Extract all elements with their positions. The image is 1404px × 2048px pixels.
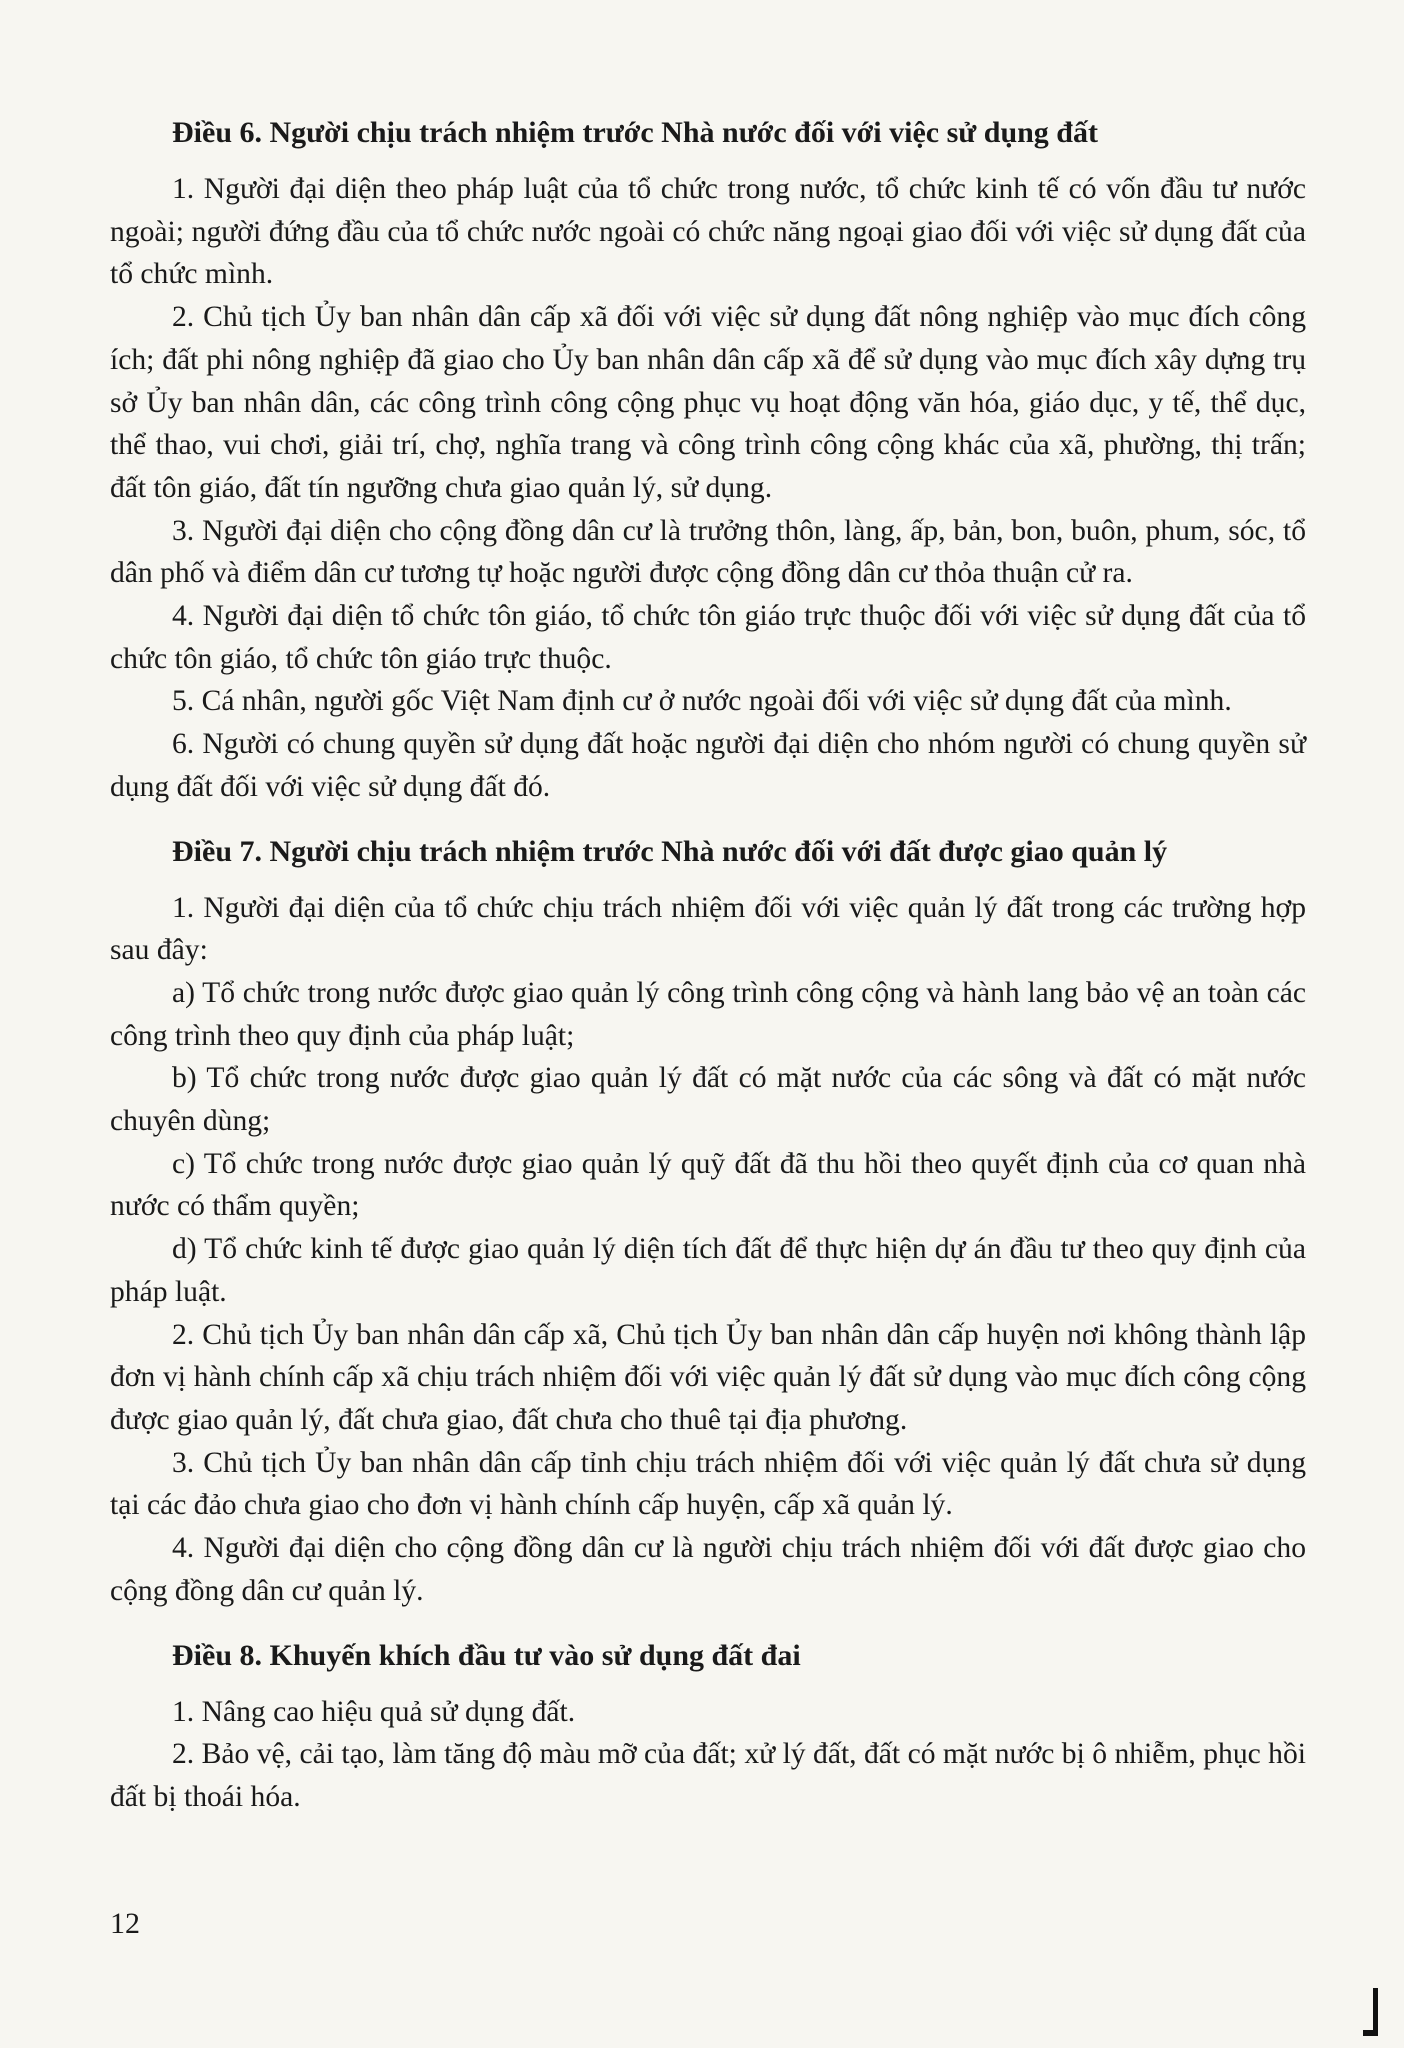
article-7 (110, 831, 1306, 1613)
paragraph: 2. Bảo vệ, cải tạo, làm tăng độ màu mỡ của đất; xử lý đất, đất có mặt nước bị ô nhiễm, phục hồi đất bị thoái hóa. (110, 1738, 1306, 1813)
paragraph: 3. Chủ tịch Ủy ban nhân dân cấp tỉnh chịu trách nhiệm đối với việc quản lý đất chưa sử dụng tại các đảo chưa giao cho đơn vị hành chính cấp huyện, cấp xã quản lý. (110, 1446, 1306, 1522)
paragraph: 4. Người đại diện tổ chức tôn giáo, tổ chức tôn giáo trực thuộc đối với việc sử dụng đất của tổ chức tôn giáo, tổ chức tôn giáo trực thuộc. (110, 600, 1306, 675)
paragraph: b) Tổ chức trong nước được giao quản lý đất có mặt nước của các sông và đất có mặt nước chuyên dùng; (110, 1062, 1306, 1138)
paragraph: 2. Chủ tịch Ủy ban nhân dân cấp xã đối với việc sử dụng đất nông nghiệp vào mục đích công ích; đất phi nông nghiệp đã giao cho Ủy ban nhân dân cấp xã để sử dụng vào mục đích xây dựng trụ sở Ủy ban nhân dân, các công trình công cộng phục vụ hoạt động văn hóa, giáo dục, y tế, thể dục, thể thao, vui chơi, giải trí, chợ, nghĩa trang và công trình công cộng khác của xã, phường, thị trấn; đất tôn giáo, đất tín ngưỡng chưa giao quản lý, sử dụng. (110, 301, 1306, 504)
paragraph: 4. Người đại diện cho cộng đồng dân cư là người chịu trách nhiệm đối với đất được giao cho cộng đồng dân cư quản lý. (110, 1532, 1306, 1607)
paragraph: 6. Người có chung quyền sử dụng đất hoặc người đại diện cho nhóm người có chung quyền sử dụng đất đối với việc sử dụng đất đó. (110, 728, 1306, 803)
article-title: Điều 6. Người chịu trách nhiệm trước Nhà nước đối với việc sử dụng đất (172, 116, 1098, 149)
paragraph: a) Tổ chức trong nước được giao quản lý công trình công cộng và hành lang bảo vệ an toàn các công trình theo quy định của pháp luật; (110, 976, 1306, 1052)
paragraph: d) Tổ chức kinh tế được giao quản lý diện tích đất để thực hiện dự án đầu tư theo quy định của pháp luật. (110, 1233, 1306, 1308)
paragraph: 3. Người đại diện cho cộng đồng dân cư là trưởng thôn, làng, ấp, bản, bon, buôn, phum, sóc, tổ dân phố và điểm dân cư tương tự hoặc người được cộng đồng dân cư thỏa thuận cử ra. (110, 514, 1306, 590)
paragraph: 5. Cá nhân, người gốc Việt Nam định cư ở nước ngoài đối với việc sử dụng đất của mình. (172, 685, 1232, 718)
article-title: Điều 8. Khuyến khích đầu tư vào sử dụng đất đai (172, 1638, 801, 1672)
paragraph: c) Tổ chức trong nước được giao quản lý quỹ đất đã thu hồi theo quyết định của cơ quan nhà nước có thẩm quyền; (110, 1147, 1306, 1223)
article-8 (110, 1635, 1306, 1819)
document-body (110, 112, 1306, 1841)
paragraph: 1. Nâng cao hiệu quả sử dụng đất. (172, 1695, 576, 1728)
scan-edge-mark (1373, 1988, 1378, 2036)
page-number: 12 (110, 1907, 140, 1940)
article-title: Điều 7. Người chịu trách nhiệm trước Nhà nước đối với đất được giao quản lý (172, 834, 1168, 868)
article-6 (110, 112, 1306, 809)
paragraph: 2. Chủ tịch Ủy ban nhân dân cấp xã, Chủ tịch Ủy ban nhân dân cấp huyện nơi không thành lập đơn vị hành chính cấp xã chịu trách nhiệm đối với việc quản lý đất sử dụng vào mục đích công cộng được giao quản lý, đất chưa giao, đất chưa cho thuê tại địa phương. (110, 1318, 1306, 1436)
paragraph: 1. Người đại diện của tổ chức chịu trách nhiệm đối với việc quản lý đất trong các trường hợp sau đây: (110, 891, 1306, 967)
paragraph: 1. Người đại diện theo pháp luật của tổ chức trong nước, tổ chức kinh tế có vốn đầu tư nước ngoài; người đứng đầu của tổ chức nước ngoài có chức năng ngoại giao đối với việc sử dụng đất của tổ chức mình. (110, 173, 1306, 291)
